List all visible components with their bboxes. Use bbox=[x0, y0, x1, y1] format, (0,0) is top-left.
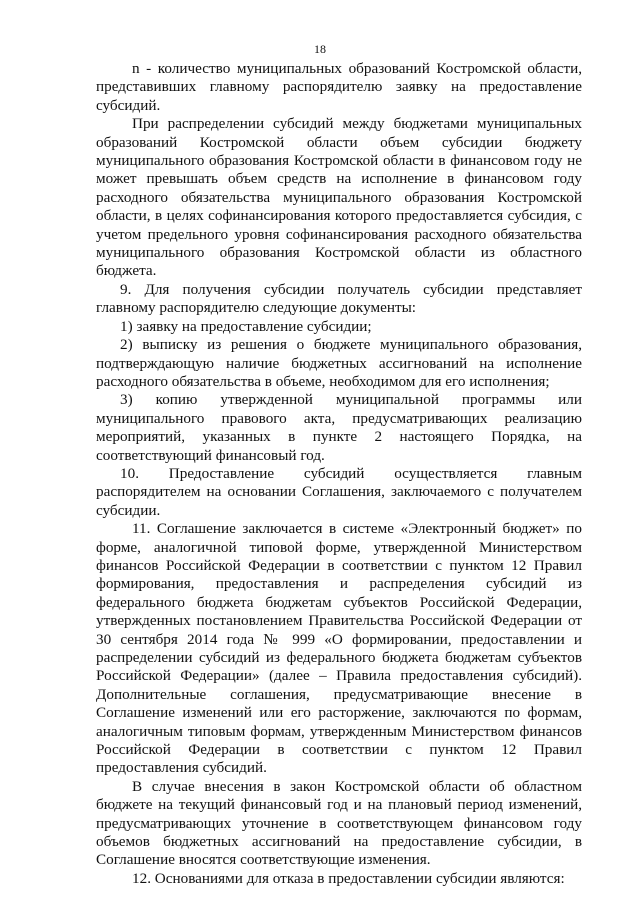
paragraph-item-12: 12. Основаниями для отказа в предоставлении субсидии являются: bbox=[132, 869, 565, 887]
paragraph-item-9-1: 1) заявку на предоставление субсидии; bbox=[120, 317, 372, 335]
page-number: 18 bbox=[314, 42, 326, 56]
paragraph-subsidy-distribution: При распределении субсидий между бюджетами муниципальных образований Костромской области объем субсидии бюджету муниципального образования Костромской области в финансовом году не может превышать объем средств на исполнение в финансовом году расходного обязательства муниципального образования Костромской области, в целях софинансирования которого предоставляется субсидия, с учетом предельного уровня софинансирования расходного обязательства муниципального образования Костромской области из областного бюджета. bbox=[96, 115, 582, 280]
paragraph-n-definition: n - количество муниципальных образований Костромской области, представивших главному распорядителю заявку на предоставление субсидий. bbox=[96, 60, 582, 114]
paragraph-item-9: 9. Для получения субсидии получатель субсидии представляет главному распорядителю следующие документы: bbox=[96, 280, 582, 317]
paragraph-item-11: 11. Соглашение заключается в системе «Электронный бюджет» по форме, аналогичной типовой форме, утвержденной Министерством финансов Российской Федерации в соответствии с пунктом 12 Правил формирования, предоставления и распределения субсидий из федерального бюджета бюджетам субъектов Российской Федерации, утвержденных постановлением Правительства Российской Федерации от 30 сентября 2014 года № 999 «О формировании, предоставлении и распределении субсидий из федерального бюджета бюджетам субъектов Российской Федерации» (далее – Правила предоставления субсидий). Дополнительные соглашения, предусматривающие внесение в Соглашение изменений или его расторжение, заключаются по формам, аналогичным типовым формам, утвержденным Министерством финансов Российской Федерации в соответствии с пунктом 12 Правил предоставления субсидий. bbox=[96, 520, 582, 777]
paragraph-item-10: 10. Предоставление субсидий осуществляется главным распорядителем на основании Соглашения, заключаемого с получателем субсидии. bbox=[96, 464, 582, 519]
paragraph-item-9-2: 2) выписку из решения о бюджете муниципального образования, подтверждающую наличие бюджетных ассигнований на исполнение расходного обязательства в объеме, необходимом для его исполнения; bbox=[96, 336, 582, 390]
paragraph-law-changes: В случае внесения в закон Костромской области об областном бюджете на текущий финансовый год и на плановый период изменений, предусматривающих уточнение в соответствующем финансовом году объемов бюджетных ассигнований на предоставление субсидии, в Соглашение вносятся соответствующие изменения. bbox=[96, 777, 582, 869]
paragraph-item-9-3: 3) копию утвержденной муниципальной программы или муниципального правового акта, предусматривающих реализацию мероприятий, указанных в пункте 2 настоящего Порядка, на соответствующий финансовый год. bbox=[96, 391, 582, 464]
document-body bbox=[96, 60, 582, 888]
